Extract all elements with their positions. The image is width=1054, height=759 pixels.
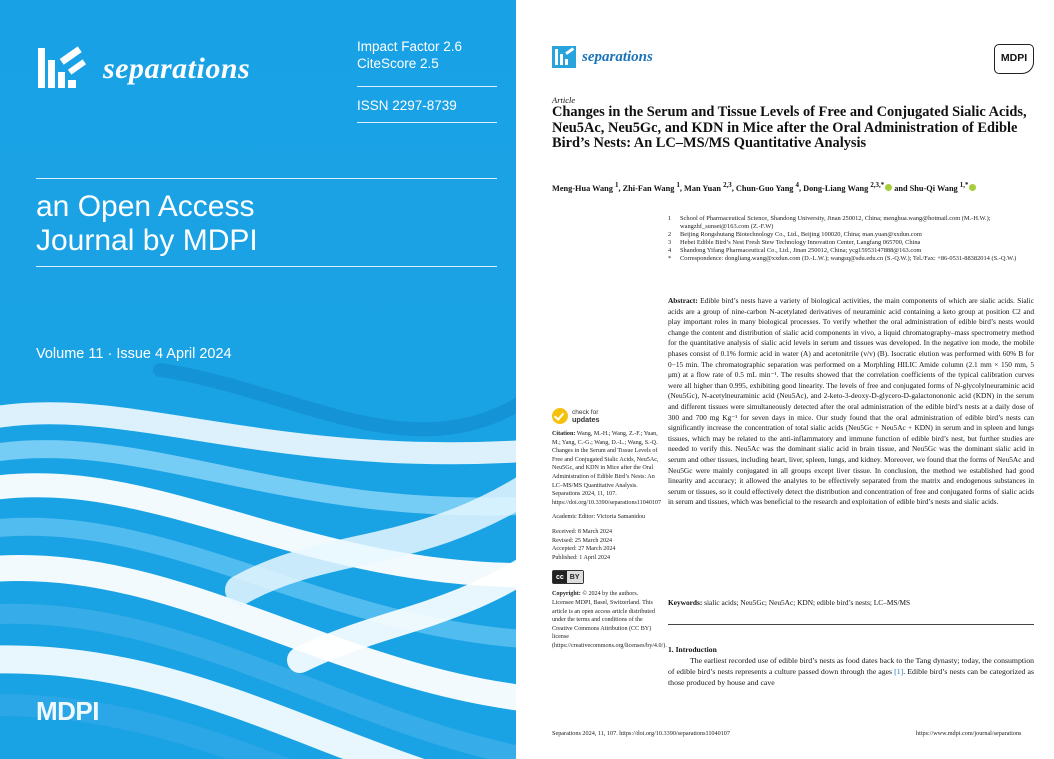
journal-cover (0, 0, 516, 759)
footer-journal-url[interactable]: https://www.mdpi.com/journal/separations (916, 730, 1022, 737)
author[interactable]: Zhi-Fan Wang $^1$ (622, 182, 680, 193)
author[interactable]: Shu-Qi Wang $^{1,*}$ (910, 184, 977, 193)
citation-link[interactable]: [1] (894, 666, 904, 676)
journal-logo-icon (36, 46, 88, 90)
impact-factor: Impact Factor 2.6 (357, 39, 463, 54)
article-first-page (516, 0, 1054, 759)
affiliation: 2 Beijing Rongshutang Biotechnology Co., Ltd., Beijing 100020, China; man.yuan@xxdun.com (668, 231, 922, 239)
tagline-line: Journal by MDPI (36, 224, 258, 257)
introduction-text: The earliest recorded use of edible bird’s nests as food dates back to the Tang dynasty; today, the consumption of edible bird’s nests represents a culture passed down through the ages [1]. Edible bird’s nests can be categorized as those produced by house and cave (668, 656, 1034, 687)
affiliation: 4 Shandong Yifang Pharmaceutical Co., Ltd., Jinan 250012, China; ycg15953147888@163.com (668, 247, 922, 255)
author[interactable]: Man Yuan $^{2,3}$ (684, 182, 732, 193)
divider (36, 178, 497, 179)
header-journal-name: separations (582, 49, 653, 65)
cover-issn: ISSN 2297-8739 (357, 98, 457, 113)
abstract: Abstract: Edible bird’s nests have a variety of biological activities, the main components of which are sialic acids. Sialic acids are a group of nine-carbon N-acetylated derivatives of neuraminic acid containing a keto group at position C2 and play important roles in many biological processes. To verify whether the oral administration of edible bird’s nests would change the content and distribution of sialic acid components in vivo, a liquid chromatography–mass spectrometry method for the quantitative analysis of sialic acid levels in serum and tissues was developed. In the negative ion mode, the mobile phases consist of 0.1% formic acid in water (A) and acetonitrile (v/v) (B). Isocratic elution was performed with 60% B for 0−15 min. The chromatographic separation was performed on a Morphling HILIC Amide column (2.1 mm × 150 mm, 5 μm) at a flow rate of 0.5 mL min⁻¹. The results showed that the correlation coefficients of the typical calibration curves were all higher than 0.995, exhibiting good linearity. The levels of free and conjugated forms of N-glycolylneuraminic acid (Neu5Gc), N-acetylneuraminic acid (Neu5Ac), and 2-keto-3-deoxy-D-glycero-D-galactonononic acid (KDN) in the serum and different tissues were simultaneously detected after the oral administration of the edible bird’s nests at a daily dose of 300 and 700 mg Kg⁻¹ for seven days in mice. Our study found that the oral administration of edible bird’s nests can significantly increase the concentration of total sialic acids (Neu5Gc + Neu5Ac + KDN) in serum and in spleen and lungs tissues, which may be related to the anti-inflammatory and immune function of edible bird’s nest, but further studies are needed to verify this. Neu5Ac was the dominant sialic acid in brain tissue, and Neu5Gc was the dominant sialic acid in serum and other tissues, including heart, liver, spleen, lungs, and kidney. Moreover, we found that the forms of Neu5Ac and Neu5Gc were mainly conjugated in all groups except liver tissue. In conclusion, the method we established had good linearity and accuracy; it allowed the analytes to be effectively separated from the matrix and endogenous substances in serum or tissues, so it could effectively detect the distribution and concentration of free and conjugated forms of sialic acids in serum and tissues, which was beneficial to the research and exploitation of edible bird’s nests and sialic acids. (668, 296, 1034, 507)
section-heading: 1. Introduction (668, 645, 717, 654)
divider (357, 122, 497, 123)
author[interactable]: Chun-Guo Yang $^4$ (735, 182, 799, 193)
divider (668, 624, 1034, 625)
cover-volume-issue: Volume 11 · Issue 4 April 2024 (36, 346, 232, 362)
copyright: Copyright: © 2024 by the authors. Licensee MDPI, Basel, Switzerland. This article is an open access article distributed under the terms and conditions of the Creative Commons Attribution (CC BY) license (https://creativecommons.org/licenses/by/4.0/). (552, 591, 667, 649)
cover-wave-artwork (0, 330, 516, 759)
check-for-updates-button[interactable]: check for updates (552, 408, 660, 424)
mdpi-logo: MDPI (36, 696, 99, 726)
article-title: Changes in the Serum and Tissue Levels of Free and Conjugated Sialic Acids, Neu5Ac, Neu5Gc, and KDN in Mice after the Oral Administration of Edible Bird’s Nests: An LC–MS/MS Quantitative Analysis (552, 104, 1027, 152)
keywords: Keywords: sialic acids; Neu5Gc; Neu5Ac; KDN; edible bird’s nests; LC–MS/MS (668, 598, 911, 607)
orcid-icon[interactable] (885, 184, 892, 191)
checkmark-icon (552, 408, 568, 424)
affiliations (668, 215, 1038, 264)
academic-editor: Academic Editor: Victoria Samanidou (552, 514, 646, 521)
article-type: Article (552, 95, 576, 105)
cover-metrics (357, 38, 497, 72)
publication-dates: Received: 8 March 2024 Revised: 25 March 2024 Accepted: 27 March 2024 Published: 1 April 2024 (552, 528, 616, 561)
author[interactable]: Dong-Liang Wang $^{2,3,*}$ (803, 184, 892, 193)
cc-by-license-badge[interactable]: cc BY (552, 570, 584, 584)
divider (36, 266, 497, 267)
journal-logo-icon (552, 46, 576, 68)
divider (357, 86, 497, 87)
author-list: Meng-Hua Wang $^1$, Zhi-Fan Wang $^1$, Man Yuan $^{2,3}$, Chun-Guo Yang $^4$, Dong-Liang Wang $^{2,3,*}$ and Shu-Qi Wang $^{1,*}$ (552, 181, 1036, 194)
article-sidebar (552, 408, 667, 656)
affiliation: 3 Hebei Edible Bird’s Nest Fresh Stew Technology Innovation Center, Langfang 065700, China (668, 239, 921, 247)
cover-journal-name: separations (103, 52, 251, 85)
publisher-logo: MDPI (994, 44, 1034, 74)
affiliation: * Correspondence: dongliang.wang@xxdun.com (D.-L.W.); wangsq@sdu.edu.cn (S.-Q.W.); Tel./Fax: +86-0531-88382014 (S.-Q.W.) (668, 255, 1017, 263)
affiliation: 1 School of Pharmaceutical Science, Shandong University, Jinan 250012, China; menghua.wang@hotmail.com (M.-H.W.); wangzhf_sunset@163.com (Z.-F.W) (668, 215, 991, 231)
orcid-icon[interactable] (969, 184, 976, 191)
cover-tagline (36, 190, 258, 258)
citescore: CiteScore 2.5 (357, 56, 439, 71)
author[interactable]: Meng-Hua Wang $^1$ (552, 182, 619, 193)
footer-citation: Separations 2024, 11, 107. https://doi.org/10.3390/separations11040107 (552, 730, 730, 737)
tagline-line: an Open Access (36, 190, 255, 223)
citation: Citation: Wang, M.-H.; Wang, Z.-F.; Yuan, M.; Yang, C.-G.; Wang, D.-L.; Wang, S.-Q. Changes in the Serum and Tissue Levels of Free and Conjugated Sialic Acids, Neu5Ac, Neu5Gc, and KDN in Mice after the Oral Administration of Edible Bird’s Nests: An LC–MS/MS Quantitative Analysis. Separations 2024, 11, 107. https://doi.org/10.3390/separations11040107 (552, 431, 662, 506)
